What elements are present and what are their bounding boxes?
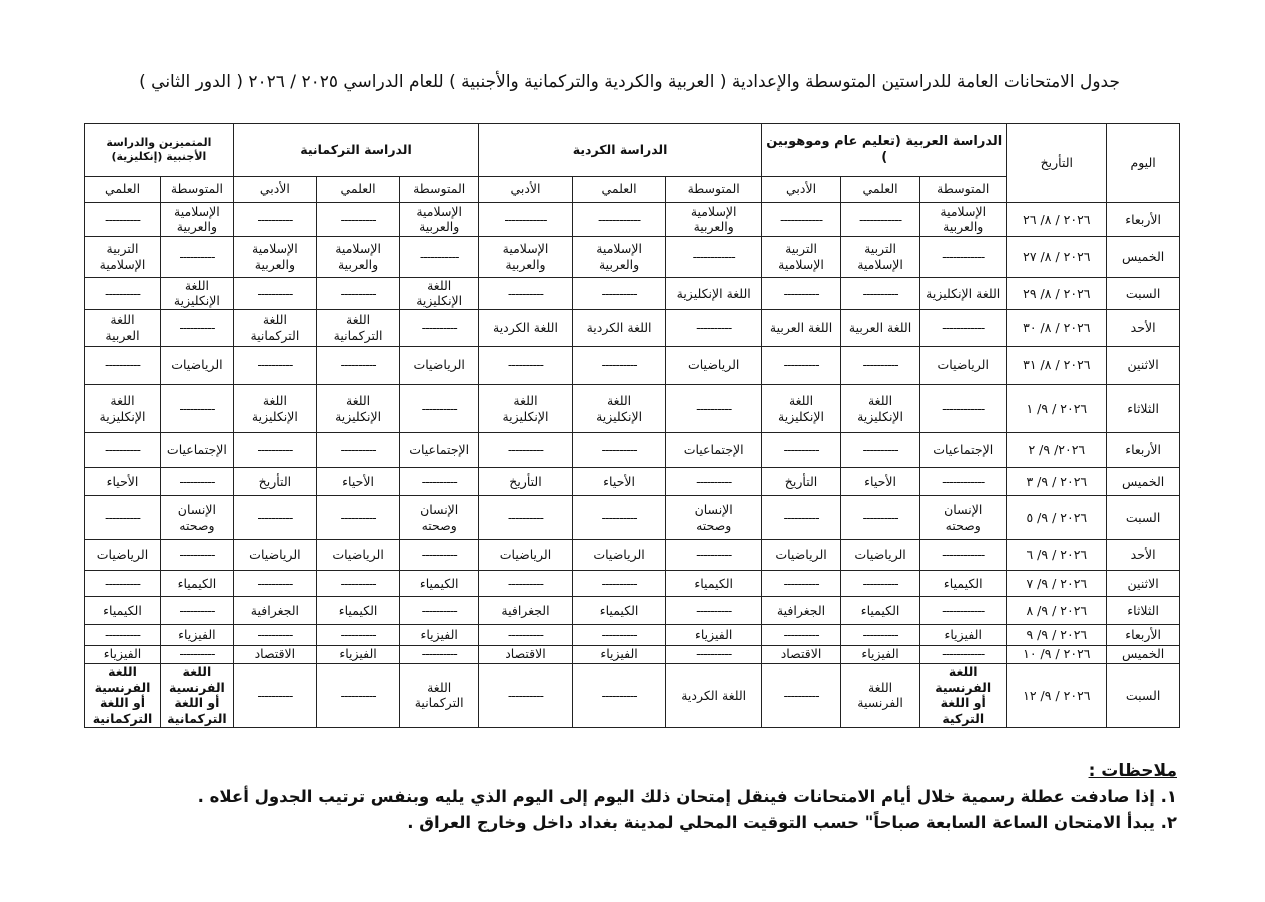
subject-cell: الرياضيات bbox=[572, 540, 666, 570]
subject-cell: الجغرافية bbox=[762, 597, 841, 625]
subject-cell: ---------- bbox=[316, 346, 399, 384]
date-cell: ٢٠٢٦ / ٩/ ٦ bbox=[1007, 540, 1107, 570]
day-cell: الأحد bbox=[1107, 310, 1180, 346]
subject-cell: ---------- bbox=[233, 570, 316, 596]
day-cell: الثلاثاء bbox=[1107, 384, 1180, 433]
subject-cell: الكيمياء bbox=[316, 597, 399, 625]
col-header: المتوسطة bbox=[161, 176, 234, 202]
subject-cell: التأريخ bbox=[762, 467, 841, 495]
day-cell: الأربعاء bbox=[1107, 625, 1180, 645]
subject-cell: اللغة الفرنسية أو اللغة التركية bbox=[920, 663, 1007, 727]
subject-cell: ---------- bbox=[233, 433, 316, 467]
subject-cell: الإسلامية والعربية bbox=[479, 237, 573, 277]
note-item: ٢. يبدأ الامتحان الساعة السابعة صباحاً" حسب التوقيت المحلي لمدينة بغداد داخل وخارج العراق . bbox=[407, 812, 1177, 832]
subject-cell: الكيمياء bbox=[572, 597, 666, 625]
subject-cell: ------------ bbox=[479, 202, 573, 236]
subject-cell: الإجتماعيات bbox=[161, 433, 234, 467]
subject-cell: الرياضيات bbox=[920, 346, 1007, 384]
subject-cell: ---------- bbox=[666, 384, 762, 433]
group-foreign-header: المتميزين والدراسة الأجنبية (إنكليزية) bbox=[85, 124, 234, 177]
day-cell: الخميس bbox=[1107, 645, 1180, 663]
day-cell: الخميس bbox=[1107, 237, 1180, 277]
subject-cell: ---------- bbox=[841, 625, 920, 645]
subject-cell: الرياضيات bbox=[233, 540, 316, 570]
col-header: العلمي bbox=[841, 176, 920, 202]
subject-cell: ---------- bbox=[666, 467, 762, 495]
day-cell: الثلاثاء bbox=[1107, 597, 1180, 625]
subject-cell: الفيزياء bbox=[316, 645, 399, 663]
subject-cell: اللغة التركمانية bbox=[400, 663, 479, 727]
subject-cell: الكيمياء bbox=[841, 597, 920, 625]
subject-cell: اللغة العربية bbox=[762, 310, 841, 346]
subject-cell: التربية الإسلامية bbox=[841, 237, 920, 277]
subject-cell: ---------- bbox=[85, 625, 161, 645]
subject-cell: الفيزياء bbox=[85, 645, 161, 663]
subject-cell: الإسلامية والعربية bbox=[233, 237, 316, 277]
subject-cell: اللغة الكردية bbox=[479, 310, 573, 346]
subject-cell: ---------- bbox=[841, 433, 920, 467]
subject-cell: اللغة التركمانية bbox=[233, 310, 316, 346]
subject-cell: الفيزياء bbox=[572, 645, 666, 663]
subject-cell: الإنسان وصحته bbox=[920, 496, 1007, 540]
subject-cell: اللغة الإنكليزية bbox=[666, 277, 762, 310]
subject-cell: الاقتصاد bbox=[233, 645, 316, 663]
subject-cell: ---------- bbox=[572, 496, 666, 540]
subject-cell: ---------- bbox=[316, 663, 399, 727]
subject-cell: ---------- bbox=[233, 663, 316, 727]
subject-cell: الرياضيات bbox=[161, 346, 234, 384]
subject-cell: التأريخ bbox=[479, 467, 573, 495]
subject-cell: ---------- bbox=[479, 570, 573, 596]
subject-cell: الجغرافية bbox=[233, 597, 316, 625]
subject-cell: اللغة الإنكليزية bbox=[233, 384, 316, 433]
date-cell: ٢٠٢٦ / ٩/ ١ bbox=[1007, 384, 1107, 433]
subject-cell: ---------- bbox=[762, 433, 841, 467]
col-header: المتوسطة bbox=[400, 176, 479, 202]
table-row bbox=[85, 496, 1180, 540]
subject-cell: الفيزياء bbox=[841, 645, 920, 663]
subject-cell: ------------ bbox=[920, 310, 1007, 346]
subject-cell: ---------- bbox=[762, 625, 841, 645]
col-header: الأدبي bbox=[762, 176, 841, 202]
col-header: المتوسطة bbox=[920, 176, 1007, 202]
subject-cell: ---------- bbox=[572, 433, 666, 467]
col-header: الأدبي bbox=[479, 176, 573, 202]
date-cell: ٢٠٢٦ / ٩/ ٩ bbox=[1007, 625, 1107, 645]
subject-cell: ------------ bbox=[920, 237, 1007, 277]
exam-schedule-table bbox=[84, 123, 1180, 728]
subject-cell: ---------- bbox=[666, 310, 762, 346]
subject-cell: اللغة الفرنسية أو اللغة التركمانية bbox=[85, 663, 161, 727]
col-header: العلمي bbox=[85, 176, 161, 202]
subject-cell: ---------- bbox=[85, 277, 161, 310]
subject-cell: الإنسان وصحته bbox=[400, 496, 479, 540]
subject-cell: ---------- bbox=[572, 663, 666, 727]
date-cell: ٢٠٢٦/ ٩/ ٢ bbox=[1007, 433, 1107, 467]
subject-cell: ---------- bbox=[572, 346, 666, 384]
subject-cell: ---------- bbox=[762, 663, 841, 727]
subject-cell: اللغة الإنكليزية bbox=[161, 277, 234, 310]
day-cell: الأربعاء bbox=[1107, 433, 1180, 467]
subject-cell: ------------ bbox=[920, 597, 1007, 625]
subject-cell: ---------- bbox=[762, 277, 841, 310]
subject-cell: ---------- bbox=[666, 645, 762, 663]
subject-cell: الإجتماعيات bbox=[400, 433, 479, 467]
subject-cell: الكيمياء bbox=[920, 570, 1007, 596]
subject-cell: ---------- bbox=[479, 663, 573, 727]
table-row bbox=[85, 202, 1180, 236]
date-cell: ٢٠٢٦ / ٩/ ٨ bbox=[1007, 597, 1107, 625]
subject-cell: الكيمياء bbox=[85, 597, 161, 625]
day-cell: الاثنين bbox=[1107, 570, 1180, 596]
subject-cell: الجغرافية bbox=[479, 597, 573, 625]
date-cell: ٢٠٢٦ / ٩/ ٧ bbox=[1007, 570, 1107, 596]
subject-cell: اللغة العربية bbox=[85, 310, 161, 346]
day-cell: السبت bbox=[1107, 663, 1180, 727]
subject-cell: اللغة الكردية bbox=[572, 310, 666, 346]
subject-cell: ---------- bbox=[233, 346, 316, 384]
date-cell: ٢٠٢٦ / ٨/ ٢٧ bbox=[1007, 237, 1107, 277]
subject-cell: ---------- bbox=[666, 540, 762, 570]
subject-cell: الكيمياء bbox=[666, 570, 762, 596]
table-row bbox=[85, 467, 1180, 495]
subject-cell: ---------- bbox=[841, 570, 920, 596]
subject-cell: الإجتماعيات bbox=[920, 433, 1007, 467]
subject-cell: اللغة التركمانية bbox=[316, 310, 399, 346]
table-row bbox=[85, 346, 1180, 384]
subject-cell: الإنسان وصحته bbox=[161, 496, 234, 540]
subject-cell: الاقتصاد bbox=[762, 645, 841, 663]
subject-cell: الرياضيات bbox=[666, 346, 762, 384]
subject-cell: اللغة الفرنسية bbox=[841, 663, 920, 727]
subject-cell: الإجتماعيات bbox=[666, 433, 762, 467]
table-row bbox=[85, 625, 1180, 645]
day-cell: الخميس bbox=[1107, 467, 1180, 495]
subject-cell: ---------- bbox=[85, 433, 161, 467]
subject-cell: الإسلامية والعربية bbox=[316, 237, 399, 277]
subject-cell: ------------ bbox=[920, 384, 1007, 433]
subject-cell: ---------- bbox=[400, 310, 479, 346]
day-cell: السبت bbox=[1107, 496, 1180, 540]
subject-cell: ---------- bbox=[400, 645, 479, 663]
subject-cell: ---------- bbox=[572, 625, 666, 645]
subject-cell: الإنسان وصحته bbox=[666, 496, 762, 540]
table-row bbox=[85, 310, 1180, 346]
subject-cell: ---------- bbox=[479, 496, 573, 540]
subject-cell: ---------- bbox=[762, 496, 841, 540]
subject-cell: ------------ bbox=[920, 645, 1007, 663]
subject-cell: ---------- bbox=[85, 570, 161, 596]
subject-cell: الفيزياء bbox=[161, 625, 234, 645]
date-cell: ٢٠٢٦ / ٩/ ٣ bbox=[1007, 467, 1107, 495]
subject-cell: ---------- bbox=[161, 597, 234, 625]
subject-cell: ---------- bbox=[161, 467, 234, 495]
day-cell: الاثنين bbox=[1107, 346, 1180, 384]
date-cell: ٢٠٢٦ / ٩/ ١٢ bbox=[1007, 663, 1107, 727]
subject-cell: الرياضيات bbox=[85, 540, 161, 570]
subject-cell: اللغة الإنكليزية bbox=[920, 277, 1007, 310]
col-header: العلمي bbox=[316, 176, 399, 202]
subject-cell: اللغة الفرنسية أو اللغة التركمانية bbox=[161, 663, 234, 727]
subject-cell: الأحياء bbox=[572, 467, 666, 495]
table-row bbox=[85, 384, 1180, 433]
subject-cell: ---------- bbox=[316, 202, 399, 236]
note-item: ١. إذا صادفت عطلة رسمية خلال أيام الامتحانات فينقل إمتحان ذلك اليوم إلى اليوم الذي يليه وبنفس ترتيب الجدول أعلاه . bbox=[197, 787, 1177, 807]
subject-cell: اللغة الإنكليزية bbox=[85, 384, 161, 433]
subject-cell: التربية الإسلامية bbox=[85, 237, 161, 277]
subject-cell: ---------- bbox=[479, 625, 573, 645]
subject-cell: الفيزياء bbox=[920, 625, 1007, 645]
table-row bbox=[85, 277, 1180, 310]
subject-cell: ---------- bbox=[572, 277, 666, 310]
subject-cell: ---------- bbox=[161, 540, 234, 570]
date-cell: ٢٠٢٦ / ٨/ ٢٩ bbox=[1007, 277, 1107, 310]
table-row bbox=[85, 663, 1180, 727]
subject-cell: التربية الإسلامية bbox=[762, 237, 841, 277]
subject-cell: اللغة الإنكليزية bbox=[479, 384, 573, 433]
subject-cell: ---------- bbox=[233, 277, 316, 310]
subject-cell: ---------- bbox=[400, 597, 479, 625]
subject-cell: ---------- bbox=[161, 645, 234, 663]
table-row bbox=[85, 237, 1180, 277]
group-arabic-header: الدراسة العربية (تعليم عام وموهوبين ) bbox=[762, 124, 1007, 177]
subject-cell: اللغة الإنكليزية bbox=[316, 384, 399, 433]
subject-cell: ---------- bbox=[841, 496, 920, 540]
date-cell: ٢٠٢٦ / ٨/ ٢٦ bbox=[1007, 202, 1107, 236]
date-cell: ٢٠٢٦ / ٨/ ٣١ bbox=[1007, 346, 1107, 384]
subject-cell: ---------- bbox=[85, 346, 161, 384]
page-title: جدول الامتحانات العامة للدراستين المتوسطة والإعدادية ( العربية والكردية والتركمانية والأجنبية ) للعام الدراسي ٢٠٢٥ / ٢٠٢٦ ( الدور الثاني ) bbox=[139, 72, 1120, 92]
subject-cell: الإسلامية والعربية bbox=[666, 202, 762, 236]
subject-cell: ---------- bbox=[85, 202, 161, 236]
subject-cell: ---------- bbox=[161, 237, 234, 277]
subject-cell: ---------- bbox=[316, 625, 399, 645]
group-kurdish-header: الدراسة الكردية bbox=[479, 124, 762, 177]
subject-cell: ---------- bbox=[161, 310, 234, 346]
subject-cell: ---------- bbox=[316, 277, 399, 310]
subject-cell: الأحياء bbox=[316, 467, 399, 495]
subject-cell: الإسلامية والعربية bbox=[400, 202, 479, 236]
subject-cell: ---------- bbox=[841, 277, 920, 310]
subject-cell: ---------- bbox=[316, 570, 399, 596]
subject-cell: الإسلامية والعربية bbox=[572, 237, 666, 277]
subject-cell: الكيمياء bbox=[400, 570, 479, 596]
table-row bbox=[85, 645, 1180, 663]
table-row bbox=[85, 597, 1180, 625]
subject-cell: الرياضيات bbox=[841, 540, 920, 570]
date-cell: ٢٠٢٦ / ٩/ ٥ bbox=[1007, 496, 1107, 540]
date-header: التأريخ bbox=[1007, 124, 1107, 203]
subject-cell: ---------- bbox=[762, 570, 841, 596]
subject-cell: الفيزياء bbox=[666, 625, 762, 645]
subject-cell: ---------- bbox=[479, 433, 573, 467]
subject-cell: ------------ bbox=[666, 237, 762, 277]
table-row bbox=[85, 433, 1180, 467]
subject-cell: الرياضيات bbox=[479, 540, 573, 570]
subject-cell: ---------- bbox=[316, 496, 399, 540]
subject-cell: الإسلامية والعربية bbox=[161, 202, 234, 236]
date-cell: ٢٠٢٦ / ٩/ ١٠ bbox=[1007, 645, 1107, 663]
subject-cell: ---------- bbox=[479, 346, 573, 384]
subject-cell: الفيزياء bbox=[400, 625, 479, 645]
subject-cell: ---------- bbox=[400, 384, 479, 433]
notes-title: ملاحظات : bbox=[1088, 761, 1177, 781]
subject-cell: ---------- bbox=[400, 467, 479, 495]
subject-cell: ---------- bbox=[572, 570, 666, 596]
subject-cell: ---------- bbox=[479, 277, 573, 310]
subject-cell: ---------- bbox=[85, 496, 161, 540]
col-header: العلمي bbox=[572, 176, 666, 202]
table-row bbox=[85, 540, 1180, 570]
subject-cell: ------------ bbox=[572, 202, 666, 236]
subject-cell: ------------ bbox=[920, 540, 1007, 570]
subject-cell: الرياضيات bbox=[762, 540, 841, 570]
subject-cell: الإسلامية والعربية bbox=[920, 202, 1007, 236]
subject-cell: الكيمياء bbox=[161, 570, 234, 596]
subject-cell: ---------- bbox=[841, 346, 920, 384]
group-turkmen-header: الدراسة التركمانية bbox=[233, 124, 478, 177]
subject-cell: اللغة العربية bbox=[841, 310, 920, 346]
col-header: الأدبي bbox=[233, 176, 316, 202]
subject-cell: اللغة الإنكليزية bbox=[841, 384, 920, 433]
subject-cell: ------------ bbox=[841, 202, 920, 236]
subject-cell: ---------- bbox=[400, 540, 479, 570]
day-cell: الأحد bbox=[1107, 540, 1180, 570]
subject-cell: الرياضيات bbox=[400, 346, 479, 384]
subject-cell: ---------- bbox=[666, 597, 762, 625]
subject-cell: ---------- bbox=[161, 384, 234, 433]
subject-cell: اللغة الإنكليزية bbox=[400, 277, 479, 310]
subject-cell: ---------- bbox=[233, 202, 316, 236]
subject-cell: الاقتصاد bbox=[479, 645, 573, 663]
col-header: المتوسطة bbox=[666, 176, 762, 202]
subject-cell: ----------- bbox=[400, 237, 479, 277]
notes-section bbox=[77, 758, 1177, 835]
subject-cell: التأريخ bbox=[233, 467, 316, 495]
date-cell: ٢٠٢٦ / ٨/ ٣٠ bbox=[1007, 310, 1107, 346]
subject-cell: ---------- bbox=[233, 625, 316, 645]
subject-cell: الرياضيات bbox=[316, 540, 399, 570]
subject-cell: ---------- bbox=[233, 496, 316, 540]
subject-cell: اللغة الإنكليزية bbox=[572, 384, 666, 433]
day-cell: الأربعاء bbox=[1107, 202, 1180, 236]
subject-cell: ------------ bbox=[920, 467, 1007, 495]
subject-cell: اللغة الإنكليزية bbox=[762, 384, 841, 433]
subject-cell: الأحياء bbox=[85, 467, 161, 495]
table-row bbox=[85, 570, 1180, 596]
day-cell: السبت bbox=[1107, 277, 1180, 310]
subject-cell: اللغة الكردية bbox=[666, 663, 762, 727]
day-header: اليوم bbox=[1107, 124, 1180, 203]
subject-cell: الأحياء bbox=[841, 467, 920, 495]
subject-cell: ---------- bbox=[762, 346, 841, 384]
subject-cell: ------------ bbox=[762, 202, 841, 236]
subject-cell: ---------- bbox=[316, 433, 399, 467]
